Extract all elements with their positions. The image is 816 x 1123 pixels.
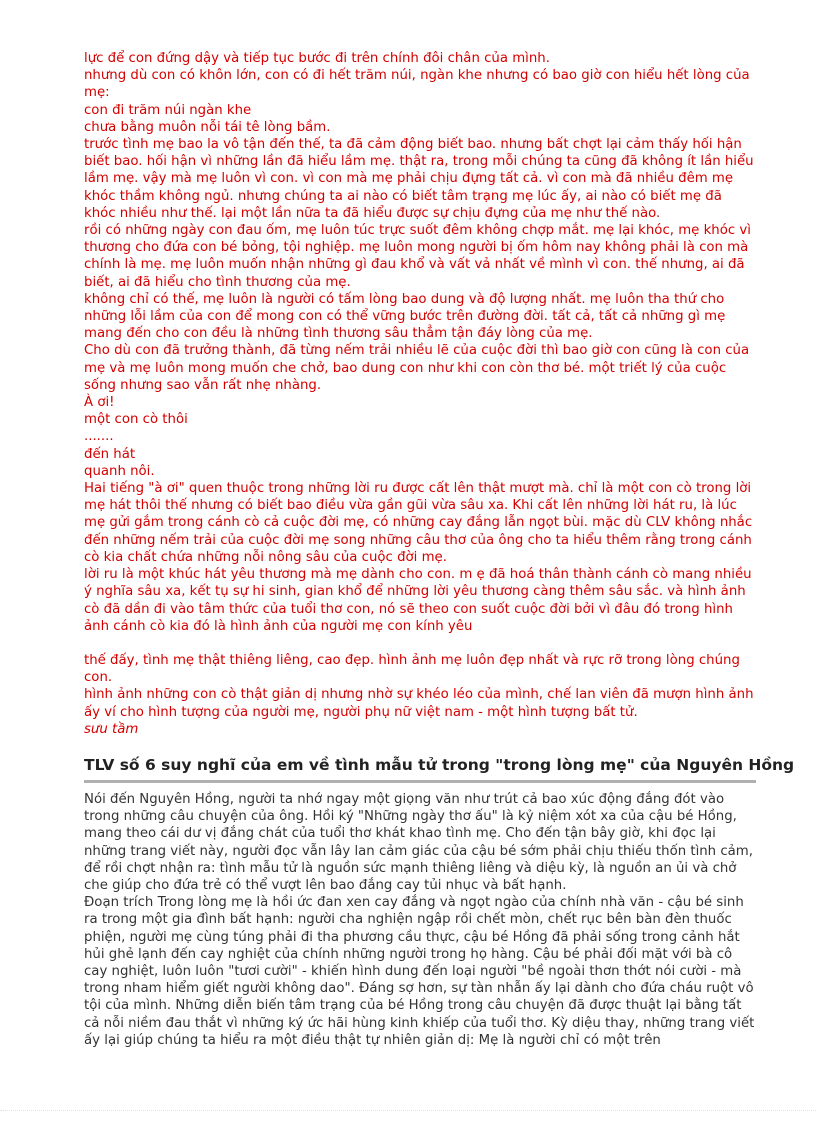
paragraph: trước tình mẹ bao la vô tận đến thế, ta đã cảm động biết bao. nhưng bất chợt lại cảm thấy hối hận biết bao. hối hận vì những lần đã hiểu lầm mẹ. thật ra, trong mỗi chúng ta cũng đã không ít lần hiểu lầm mẹ. vậy mà mẹ luôn vì con. vì con mà mẹ phải chịu đựng tất cả. vì con mà đã nhiều đêm mẹ khóc thầm không ngủ. nhưng chúng ta ai nào có biết tâm trạng mẹ lúc ấy, ai nào có biết mẹ đã khóc nhiều như thế. lại một lần nữa ta đã hiểu được sự chịu đựng của mẹ như thế nào.: [84, 137, 754, 221]
poem-line: quanh nôi.: [84, 463, 155, 479]
essay-heading: TLV số 6 suy nghĩ của em về tình mẫu tử trong "trong lòng mẹ" của Nguyên Hồng: [84, 754, 756, 783]
paragraph: lời ru là một khúc hát yêu thương mà mẹ dành cho con. m ẹ đã hoá thân thành cánh cò mang nhiều ý nghĩa sâu xa, kết tụ sự hi sinh, gian khổ để những lời yêu thương càng thêm sâu sắc. và hình ảnh cò đã dần đi vào tâm thức của tuổi thơ con, nó sẽ theo con suốt cuộc đời bởi vì đâu đó trong hình ảnh cánh cò kia đó là hình ảnh của người mẹ con kính yêu: [84, 567, 752, 634]
paragraph: Đoạn trích Trong lòng mẹ là hồi ức đan xen cay đắng và ngọt ngào của chính nhà văn - cậu bé sinh ra trong một gia đình bất hạnh: người cha nghiện ngập rồi chết mòn, chết rục bên bàn đèn thuốc phiện, người mẹ cùng túng phải đi tha phương cầu thực, cậu bé Hồng đã phải sống trong cảnh hắt hủi ghẻ lạnh đến cay nghiệt của chính những người trong họ hàng. Cậu bé phải đối mặt với bà cô cay nghiệt, luôn luôn "tươi cười" - khiến hình dung đến loại người "bề ngoài thơn thớt nói cười - mà trong nham hiểm giết người không dao". Đáng sợ hơn, sự tàn nhẫn ấy lại dành cho đứa cháu ruột vô tội của mình. Những diễn biến tâm trạng của bé Hồng trong câu chuyện đã được thuật lại bằng tất cả nỗi niềm đau thắt vì những ký ức hãi hùng kinh khiếp của tuổi thơ. Kỳ diệu thay, những trang viết ấy lại giúp chúng ta hiểu ra một điều thật tự nhiên giản dị: Mẹ là người chỉ có một trên: [84, 895, 755, 1048]
paragraph: lực để con đứng dậy và tiếp tục bước đi trên chính đôi chân của mình.: [84, 51, 550, 66]
blank-line: [84, 635, 756, 652]
paragraph: hình ảnh những con cò thật giản dị nhưng nhờ sự khéo léo của mình, chế lan viên đã mượn hình ảnh ấy ví cho hình tượng của người mẹ, người phụ nữ việt nam - một hình tượng bất tử.: [84, 687, 754, 720]
essay-body: [84, 791, 756, 1049]
page-bottom-divider: [0, 1110, 816, 1111]
paragraph: Cho dù con đã trưởng thành, đã từng nếm trải nhiều lẽ của cuộc đời thì bao giờ con cũng là con của mẹ và mẹ luôn mong muốn che chở, bao dung con như khi con còn thơ bé. một triết lý của cuộc sống nhưng sao vẫn rất nhẹ nhàng.: [84, 343, 750, 393]
document-page: [84, 50, 795, 1049]
poem-line: đến hát: [84, 446, 136, 462]
poem-line: chưa bằng muôn nỗi tái tê lòng bầm.: [84, 119, 331, 135]
paragraph: không chỉ có thế, mẹ luôn là người có tấm lòng bao dung và độ lượng nhất. mẹ luôn tha thứ cho những lỗi lầm của con để mong con có thể vững bước trên đường đời. tất cả, tất cả những gì mẹ mang đến cho con đều là những tình thương sâu thẳm tận đáy lòng của mẹ.: [84, 291, 726, 342]
paragraph: rồi có những ngày con đau ốm, mẹ luôn túc trực suốt đêm không chợp mắt. mẹ lại khóc, mẹ khóc vì thương cho đứa con bé bỏng, tội nghiệp. mẹ luôn mong người bị ốm hôm nay không phải là con mà chính là mẹ. mẹ luôn muốn nhận những gì đau khổ và vất vả nhất về mình vì con. thế nhưng, ai đã biết, ai đã hiểu cho tình thương của mẹ.: [84, 223, 751, 290]
paragraph: Hai tiếng "à ơi" quen thuộc trong những lời ru được cất lên thật mượt mà. chỉ là một con cò trong lời mẹ hát thôi thế nhưng có biết bao điều vừa gần gũi vừa sâu xa. Khi cất lên những lời hát ru, là lúc mẹ gửi gắm trong cánh cò cả cuộc đời mẹ, có những cay đắng lẫn ngọt bùi. mặc dù CLV không nhắc đến những nếm trải của cuộc đời mẹ song những câu thơ của ông cho ta hiểu thêm rằng trong cánh cò kia chất chứa những nỗi nông sâu của cuộc đời mẹ.: [84, 481, 753, 565]
paragraph: Nói đến Nguyên Hồng, người ta nhớ ngay một giọng văn như trút cả bao xúc động đắng đót vào trong những câu chuyện của ông. Hồi ký "Những ngày thơ ấu" là kỷ niệm xót xa của cậu bé Hồng, mang theo cái dư vị đắng chát của tuổi thơ khát khao tình mẹ. Cho đến tận bây giờ, khi đọc lại những trang viết này, người đọc vẫn lây lan cảm giác của cậu bé sớm phải chịu thiếu thốn tình cảm, để rồi chợt nhận ra: tình mẫu tử là nguồn sức mạnh thiêng liêng và diệu kỳ, là nguồn an ủi và chở che giúp cho đứa trẻ có thể vượt lên bao đắng cay tủi nhục và bất hạnh.: [84, 791, 753, 893]
poem-line: .......: [84, 429, 114, 445]
red-poem-section: [84, 50, 756, 738]
paragraph: thế đấy, tình mẹ thật thiêng liêng, cao đẹp. hình ảnh mẹ luôn đẹp nhất và rực rỡ trong lòng chúng con.: [84, 652, 740, 686]
paragraph: nhưng dù con có khôn lớn, con có đi hết trăm núi, ngàn khe nhưng có bao giờ con hiểu hết lòng của mẹ:: [84, 68, 750, 101]
source-credit: sưu tầm: [84, 721, 139, 737]
poem-line: con đi trăm núi ngàn khe: [84, 102, 252, 118]
poem-line: một con cò thôi: [84, 412, 188, 428]
poem-line: À ơi!: [84, 395, 115, 411]
